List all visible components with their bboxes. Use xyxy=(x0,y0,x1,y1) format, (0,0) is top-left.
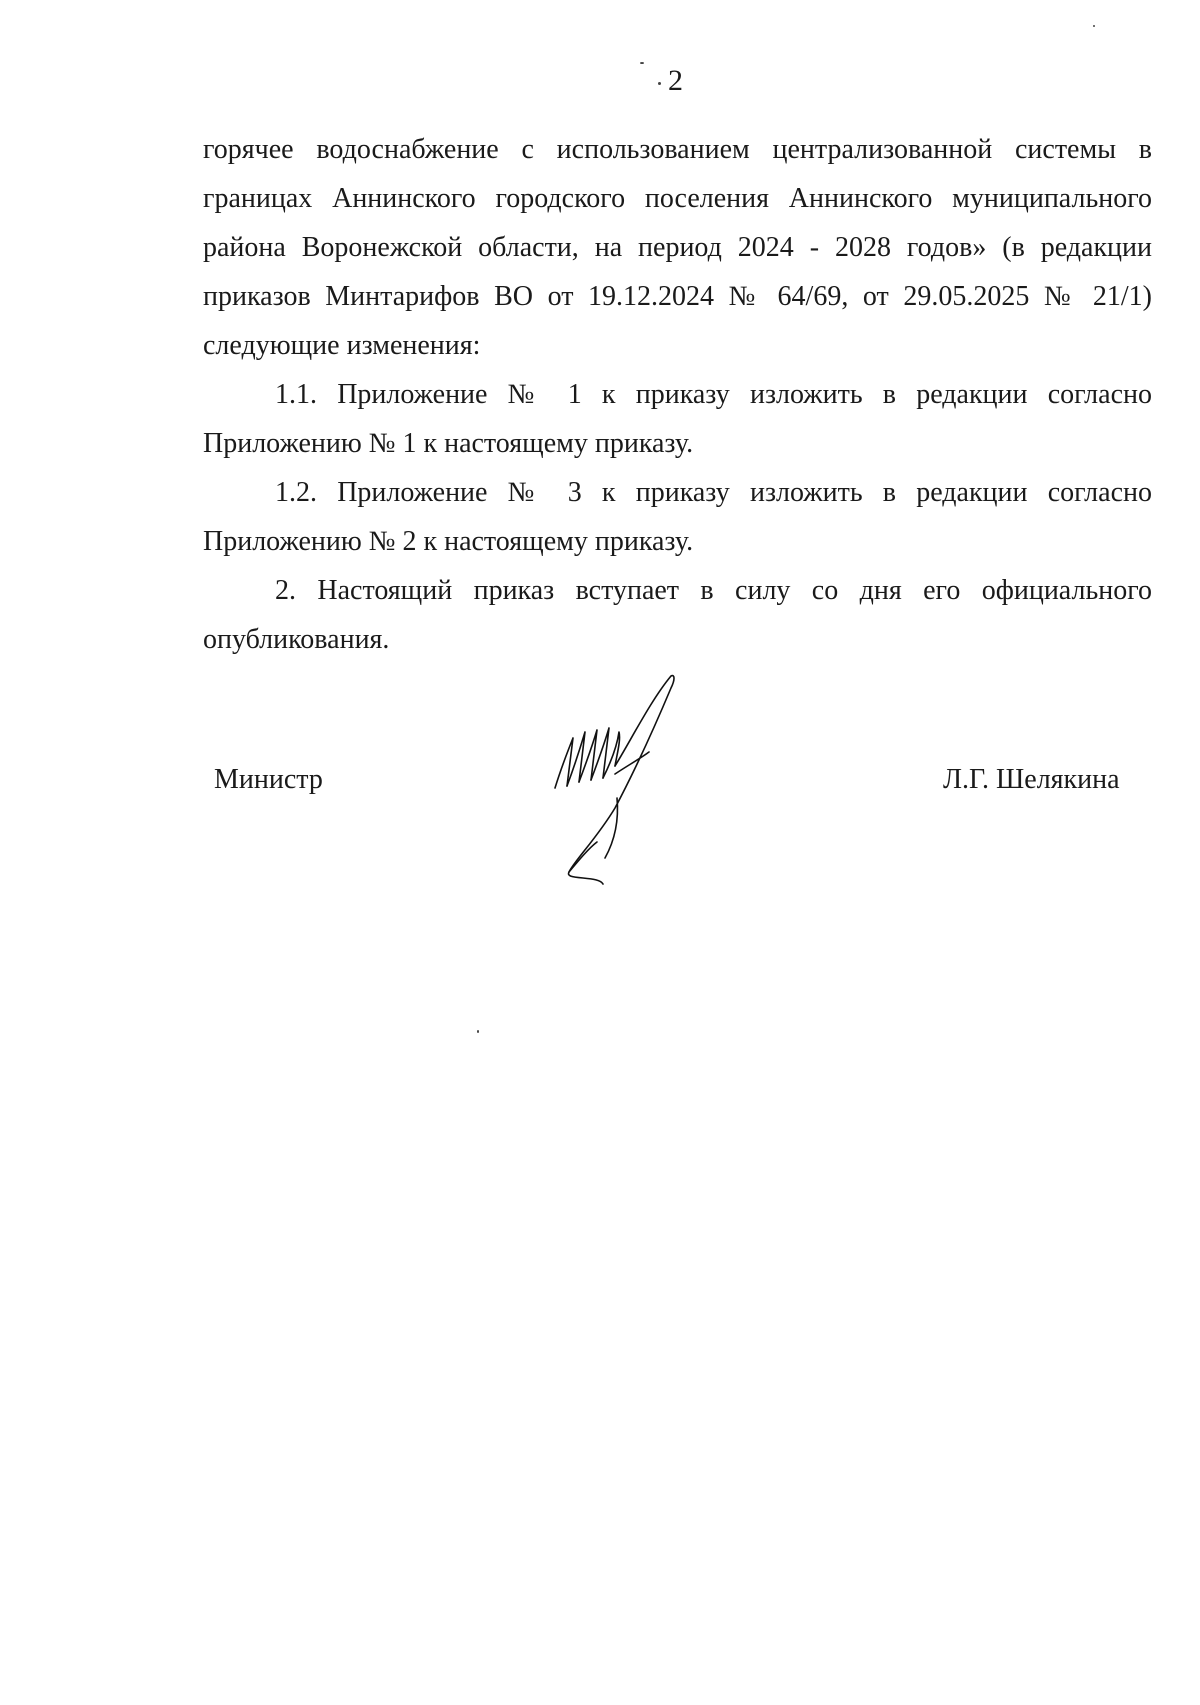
document-body xyxy=(203,125,1152,664)
scan-speck xyxy=(640,62,644,64)
scan-speck xyxy=(658,82,661,85)
handwritten-signature xyxy=(545,670,695,885)
signer-position: Министр xyxy=(214,764,323,795)
signer-name: Л.Г. Шелякина xyxy=(943,764,1120,795)
paragraph-item-2: 2. Настоящий приказ вступает в силу со дня его официального опубликования. xyxy=(203,575,1152,655)
scan-speck xyxy=(477,1030,479,1033)
paragraph-item-1-2: 1.2. Приложение № 3 к приказу изложить в редакции согласно Приложению № 2 к настоящему приказу. xyxy=(203,477,1152,557)
paragraph-item-1-1: 1.1. Приложение № 1 к приказу изложить в редакции согласно Приложению № 1 к настоящему приказу. xyxy=(203,379,1152,459)
paragraph-continuation: горячее водоснабжение с использованием централизованной системы в границах Аннинского городского поселения Аннинского муниципального района Воронежской области, на период 2024 - 2028 годов» (в редакции приказов Минтарифов ВО от 19.12.2024 № 64/69, от 29.05.2025 № 21/1) следующие изменения: xyxy=(203,134,1152,361)
page-number: 2 xyxy=(668,64,683,97)
scan-speck xyxy=(1093,25,1095,27)
